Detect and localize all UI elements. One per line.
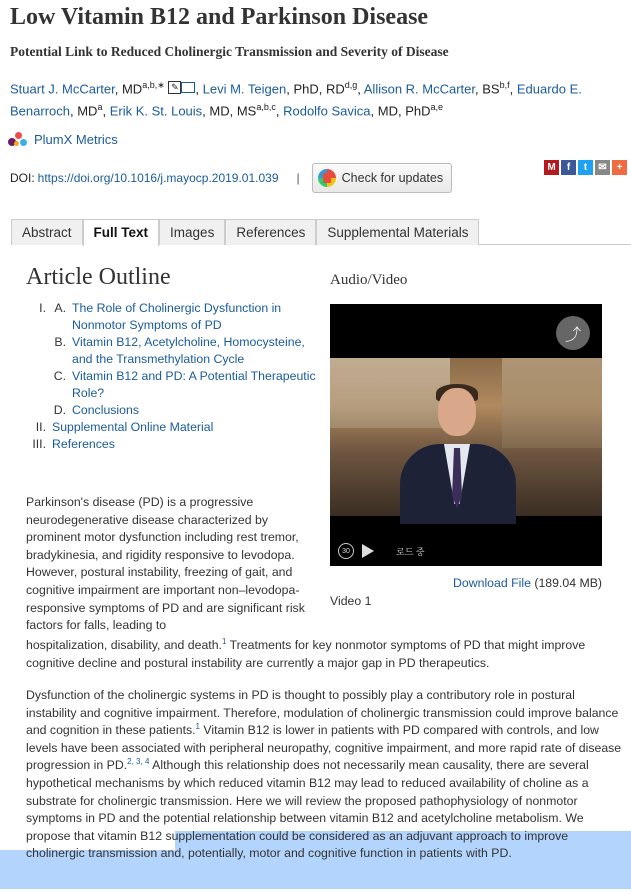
outline-item xyxy=(26,368,316,402)
author-degree: , MD xyxy=(114,81,143,97)
outline-item xyxy=(26,300,316,334)
check-for-updates-button[interactable] xyxy=(312,163,452,193)
outline-link[interactable]: Vitamin B12, Acetylcholine, Homocysteine, and the Transmethylation Cycle xyxy=(72,335,305,366)
article-subtitle: Potential Link to Reduced Cholinergic Transmission and Severity of Disease xyxy=(10,44,449,59)
share-toolbar xyxy=(544,160,627,175)
author-degree: , MD xyxy=(69,103,98,119)
video-background xyxy=(330,358,450,428)
share-icon[interactable]: ⤴ xyxy=(556,316,590,350)
video-background xyxy=(502,358,602,448)
outline-item xyxy=(26,419,316,436)
outline-item xyxy=(26,334,316,368)
author-degree: , MD, MS xyxy=(202,103,257,119)
author-degree: , PhD, RD xyxy=(286,81,345,97)
plumx-icon xyxy=(8,130,30,148)
plumx-link[interactable]: PlumX Metrics xyxy=(34,131,118,147)
article-title: Low Vitamin B12 and Parkinson Disease xyxy=(10,4,429,30)
video-controls xyxy=(330,538,602,564)
author-affiliation: b,f xyxy=(499,80,510,90)
email-icon[interactable]: ✉ xyxy=(595,160,610,175)
separator: | xyxy=(296,171,300,185)
media-section-title: Audio/Video xyxy=(330,272,408,288)
video-player[interactable] xyxy=(330,304,602,566)
outline-link[interactable]: Vitamin B12 and PD: A Potential Therapeutic Role? xyxy=(72,369,316,400)
author-link[interactable]: Erik K. St. Louis xyxy=(109,103,203,119)
plus-icon[interactable]: + xyxy=(612,160,627,175)
author-link[interactable]: Eduardo E. Benarroch xyxy=(10,81,582,119)
author-link[interactable]: Allison R. McCarter xyxy=(363,81,476,97)
citation-link[interactable]: 2, 3, 4 xyxy=(127,757,150,767)
author-affiliation: d,g xyxy=(344,80,358,90)
author-degree: , MD, PhD xyxy=(370,103,431,119)
highlighted-text: We propose that vitamin B12 supplementation could be considered as an adjuvant approach to improve cholinergic transmission and, potentially, motor and cognitive function in patients with PD. xyxy=(26,811,584,861)
twitter-icon[interactable]: t xyxy=(578,160,593,175)
file-size: (189.04 MB) xyxy=(534,576,603,590)
plumx-metrics[interactable] xyxy=(8,130,118,148)
paragraph-intro: Parkinson's disease (PD) is a progressive neurodegenerative disease characterized by prominent motor dysfunction including rest tremor, bradykinesia, and rigidity responsive to levodopa. However, postural instability, freezing of gait, and cognitive impairment are important non–levodopa-responsive symptoms of PD and are significant risk factors for falls, leading to xyxy=(26,495,305,633)
outline-title: Article Outline xyxy=(26,264,171,290)
video-status: 로드 중 xyxy=(396,546,425,557)
author-list: Stuart J. McCarter, $MD^{a,b,∗}$ ✎ , Levi M. Teigen, PhD, RD$^{d,g}$, Allison R. McCarter, BS$^{b,f}$, Eduardo E. Benarroch, $MD^a$, Erik K. St. Louis, MD, MS$^{a,b,c}$, Rodolfo Savica, MD, PhD$^{a,e}$ xyxy=(10,80,582,119)
author-link[interactable]: Levi M. Teigen xyxy=(202,81,287,97)
outline-link[interactable]: The Role of Cholinergic Dysfunction in Nonmotor Symptoms of PD xyxy=(72,301,282,332)
presenter-figure xyxy=(438,388,476,436)
outline-number: II. xyxy=(35,420,46,434)
outline-link[interactable]: Conclusions xyxy=(72,403,139,417)
article-tabs xyxy=(11,219,631,245)
citation-link[interactable]: 1 xyxy=(221,636,227,646)
paragraph-intro-continued: hospitalization, disability, and death.$^1$ Treatments for key nonmotor symptoms of PD that might improve cognitive decline and postural instability are currently a major gap in PD therapeutics. xyxy=(26,636,586,670)
video-frame xyxy=(330,358,602,516)
tab-abstract[interactable]: Abstract xyxy=(11,219,83,245)
doi-link[interactable]: https://doi.org/10.1016/j.mayocp.2019.01.039 xyxy=(37,171,279,185)
tab-full-text[interactable]: Full Text xyxy=(83,219,160,246)
outline-link[interactable]: References xyxy=(52,437,115,451)
outline-link[interactable]: Supplemental Online Material xyxy=(52,420,214,434)
outline-item xyxy=(26,402,316,419)
outline-number: III. xyxy=(32,437,46,451)
correspondence-icon[interactable]: ✎ xyxy=(168,81,181,94)
author-affiliation: a xyxy=(97,102,103,113)
play-icon[interactable] xyxy=(362,544,374,558)
facebook-icon[interactable]: f xyxy=(561,160,576,175)
tab-images[interactable]: Images xyxy=(159,219,225,245)
tab-references[interactable]: References xyxy=(225,219,316,245)
doi-label: DOI: xyxy=(10,171,35,185)
skip-back-icon[interactable]: 30 xyxy=(338,543,354,559)
crossmark-icon xyxy=(318,169,336,187)
download-row xyxy=(453,576,602,590)
outline-subnumber: A. xyxy=(54,301,66,315)
doi-row xyxy=(10,163,452,193)
video-caption: Video 1 xyxy=(330,594,372,608)
paragraph-cholinergic: Dysfunction of the cholinergic systems in PD is thought to possibly play a contributory role in postural instability and cognitive impairment. Therefore, modulation of cholinergic transmission could improve balance and cognition in these patients.$^1$ Vitamin B12 is lower in patients with PD compared with controls, and low levels have been associated with peripheral neuropathy, cognitive impairment, and more rapid rate of disease progression in PD.$^{2, 3, 4}$ Although this relationship does not necessarily mean causality, there are several hypothetical mechanisms by which reduced vitamin B12 may lead to reduced availability of choline as a substrate for cholinergic transmission. Here we will review the proposed pathophysiology of nonmotor symptoms in PD and the potential relationship between vitamin B12 and acetylcholine metabolism. We propose that vitamin B12 supplementation could be considered as an adjuvant approach to improve cholinergic transmission and, potentially, motor and cognitive function in patients with PD. xyxy=(26,688,622,861)
article-outline xyxy=(26,300,316,453)
author-affiliation: a,b,∗ xyxy=(142,80,165,90)
author-affiliation: a,b,c xyxy=(256,102,276,113)
mendeley-icon[interactable]: M xyxy=(544,160,559,175)
tab-supplemental-materials[interactable]: Supplemental Materials xyxy=(316,219,479,245)
outline-subnumber: C. xyxy=(53,369,66,383)
author-link[interactable]: Rodolfo Savica xyxy=(283,103,371,119)
outline-subnumber: D. xyxy=(53,403,66,417)
citation-link[interactable]: 1 xyxy=(195,722,200,732)
author-affiliation: a,e xyxy=(430,102,444,113)
download-file-link[interactable]: Download File xyxy=(453,576,531,590)
email-icon[interactable] xyxy=(181,82,195,93)
outline-item xyxy=(26,436,316,453)
outline-subnumber: B. xyxy=(54,335,66,349)
author-degree: , BS xyxy=(475,81,500,97)
author-link[interactable]: Stuart J. McCarter xyxy=(10,81,115,97)
outline-number: I. xyxy=(39,301,46,315)
check-for-updates-label: Check for updates xyxy=(341,171,444,185)
